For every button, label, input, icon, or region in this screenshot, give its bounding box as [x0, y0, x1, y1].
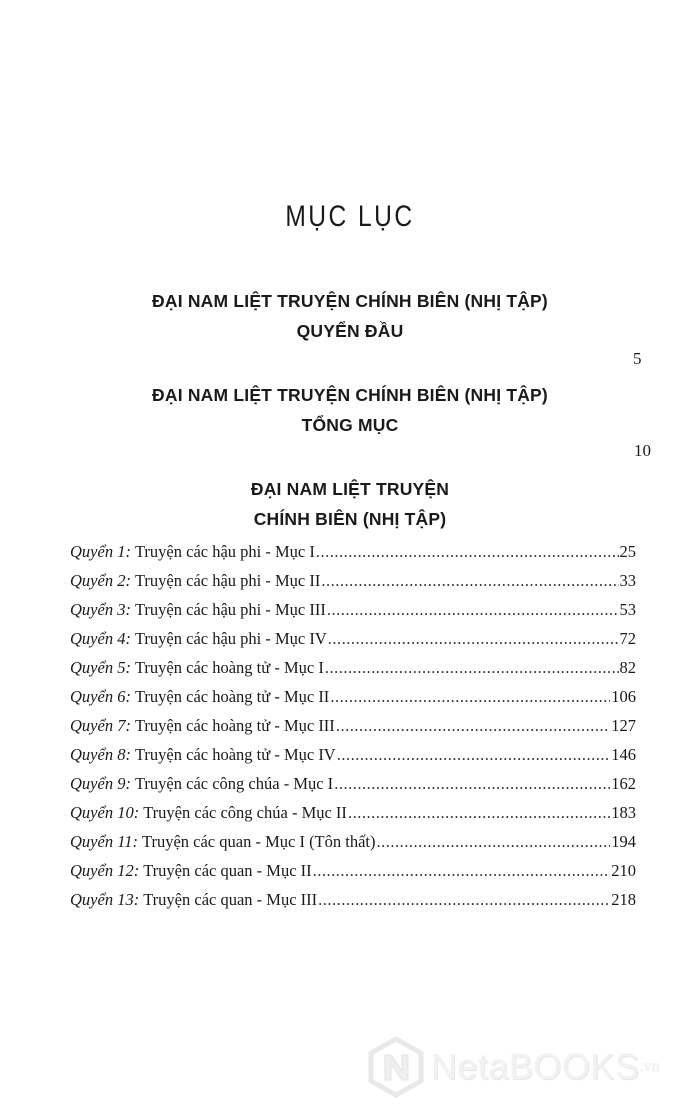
- toc-entry: [70, 629, 636, 658]
- section-heading-line2: QUYỂN ĐẦU: [296, 321, 404, 341]
- toc-volume: Quyển 6:: [70, 687, 131, 706]
- toc-entry: [70, 774, 636, 803]
- toc-leader-dots: [325, 658, 619, 678]
- section-heading-chinh-bien: [0, 474, 700, 534]
- toc-volume: Quyển 13:: [70, 890, 140, 909]
- toc-title: Truyện các hoàng tử - Mục III: [134, 716, 335, 735]
- toc-page: 194: [611, 832, 636, 851]
- toc-title: Truyện các hậu phi - Mục II: [134, 571, 321, 590]
- toc-title: Truyện các hoàng tử - Mục I: [134, 658, 324, 677]
- toc-title: Truyện các quan - Mục III: [143, 890, 318, 909]
- page-title: MỤC LỤC: [285, 200, 415, 233]
- toc-leader-dots: [337, 745, 611, 765]
- toc-entry: [70, 716, 636, 745]
- toc-volume: Quyển 7:: [70, 716, 131, 735]
- toc-entry: [70, 542, 636, 571]
- section-page-number: 10: [634, 441, 651, 460]
- toc-title: Truyện các quan - Mục I (Tôn thất): [141, 832, 376, 851]
- section-page-number: 5: [633, 349, 642, 368]
- toc-entry: [70, 890, 636, 919]
- section-heading-line1: ĐẠI NAM LIỆT TRUYỆN CHÍNH BIÊN (NHỊ TẬP): [152, 385, 548, 405]
- toc-title: Truyện các hậu phi - Mục III: [134, 600, 326, 619]
- section-heading-line2: TỔNG MỤC: [301, 415, 399, 435]
- watermark-suffix: .vn: [639, 1058, 660, 1075]
- toc-page: 72: [619, 629, 636, 648]
- toc-leader-dots: [327, 600, 619, 620]
- toc-leader-dots: [336, 716, 610, 736]
- toc-leader-dots: [316, 542, 619, 562]
- netabooks-watermark: [365, 1032, 685, 1102]
- toc-entry: [70, 803, 636, 832]
- toc-title: Truyện các quan - Mục II: [143, 861, 312, 880]
- toc-leader-dots: [321, 571, 618, 591]
- section-heading-line1: ĐẠI NAM LIỆT TRUYỆN: [250, 479, 450, 499]
- toc-entry: [70, 745, 636, 774]
- toc-page: 33: [619, 571, 636, 590]
- toc-entry: [70, 861, 636, 890]
- toc-entry: [70, 687, 636, 716]
- section-heading-quyen-dau: [0, 286, 700, 346]
- toc-leader-dots: [377, 832, 611, 852]
- toc-page: 210: [611, 861, 636, 880]
- toc-title: Truyện các hoàng tử - Mục II: [134, 687, 330, 706]
- toc-page: 218: [611, 890, 636, 909]
- toc-volume: Quyển 8:: [70, 745, 131, 764]
- section-heading-line1: ĐẠI NAM LIỆT TRUYỆN CHÍNH BIÊN (NHỊ TẬP): [152, 291, 548, 311]
- toc-title: Truyện các hậu phi - Mục I: [134, 542, 315, 561]
- toc-page: 82: [619, 658, 636, 677]
- toc-volume: Quyển 4:: [70, 629, 131, 648]
- toc-page: 162: [611, 774, 636, 793]
- toc-page: 183: [611, 803, 636, 822]
- netabooks-logo-icon: [365, 1036, 427, 1098]
- toc-entry: [70, 600, 636, 629]
- toc-leader-dots: [328, 629, 619, 649]
- toc-leader-dots: [334, 774, 610, 794]
- toc-volume: Quyển 9:: [70, 774, 131, 793]
- toc-entry: [70, 658, 636, 687]
- toc-volume: Quyển 2:: [70, 571, 131, 590]
- toc-entry: [70, 832, 636, 861]
- toc-volume: Quyển 5:: [70, 658, 131, 677]
- toc-entry: [70, 571, 636, 600]
- toc-leader-dots: [318, 890, 610, 910]
- section-heading-line2: CHÍNH BIÊN (NHỊ TẬP): [253, 509, 447, 529]
- toc-title: Truyện các công chúa - Mục II: [143, 803, 347, 822]
- table-of-contents: [70, 542, 636, 919]
- toc-leader-dots: [330, 687, 610, 707]
- toc-volume: Quyển 3:: [70, 600, 131, 619]
- toc-volume: Quyển 11:: [70, 832, 138, 851]
- toc-volume: Quyển 10:: [70, 803, 140, 822]
- toc-title: Truyện các hậu phi - Mục IV: [134, 629, 327, 648]
- toc-page: 127: [611, 716, 636, 735]
- toc-title: Truyện các công chúa - Mục I: [134, 774, 334, 793]
- toc-leader-dots: [313, 861, 611, 881]
- toc-page: 25: [619, 542, 636, 561]
- section-heading-tong-muc: [0, 380, 700, 440]
- toc-page: 53: [619, 600, 636, 619]
- watermark-brand: NetaBOOKS: [431, 1046, 640, 1087]
- toc-title: Truyện các hoàng tử - Mục IV: [134, 745, 336, 764]
- toc-page: 146: [611, 745, 636, 764]
- toc-page: 106: [611, 687, 636, 706]
- toc-leader-dots: [348, 803, 610, 823]
- toc-volume: Quyển 12:: [70, 861, 140, 880]
- toc-volume: Quyển 1:: [70, 542, 131, 561]
